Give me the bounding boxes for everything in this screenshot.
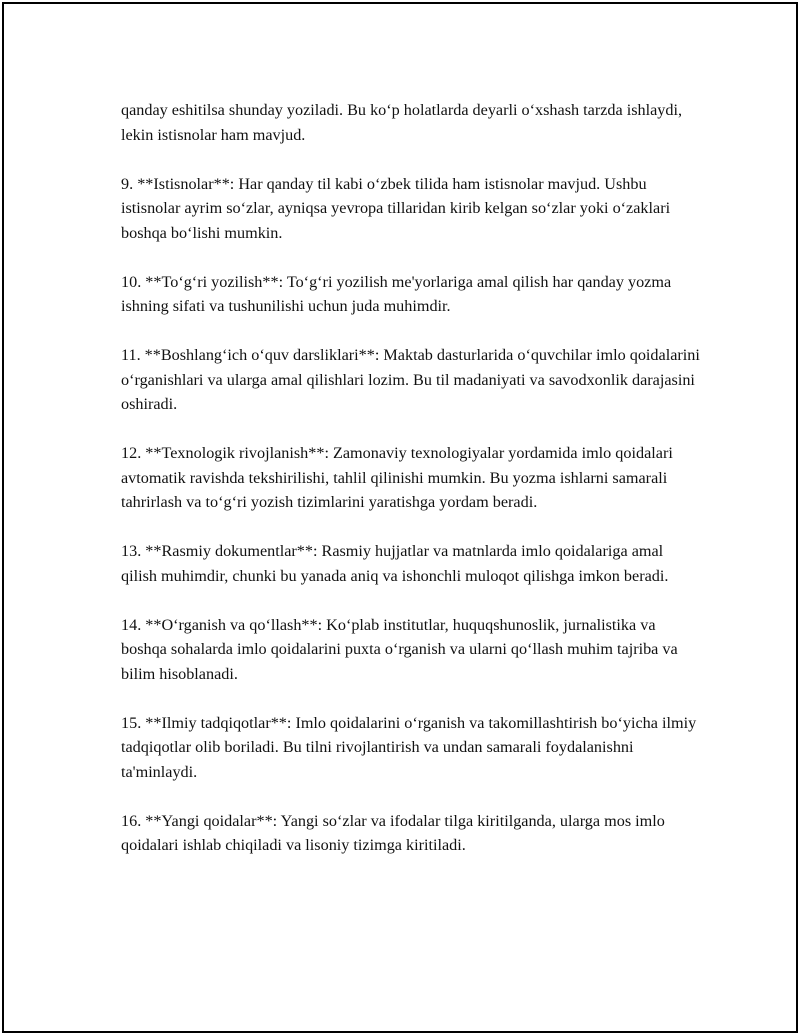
paragraph-item-16: 16. **Yangi qoidalar**: Yangi so‘zlar va ifodalar tilga kiritilganda, ularga mos imlo qoidalari ishlab chiqiladi va lisoniy tizimga kiritiladi. (121, 811, 665, 854)
paragraph-continuation: qanday eshitilsa shunday yoziladi. Bu ko‘p holatlarda deyarli o‘xshash tarzda ishlaydi, lekin istisnolar ham mavjud. (121, 101, 683, 144)
paragraph-item-12: 12. **Texnologik rivojlanish**: Zamonaviy texnologiyalar yordamida imlo qoidalari avtomatik ravishda tekshirilishi, tahlil qilinishi mumkin. Bu yozma ishlarni samarali tahrirlash va to‘g‘ri yozish tizimlarini yaratishga yordam beradi. (121, 444, 673, 511)
paragraph-item-15: 15. **Ilmiy tadqiqotlar**: Imlo qoidalarini o‘rganish va takomillashtirish bo‘yicha ilmiy tadqiqotlar olib boriladi. Bu tilni rivojlantirish va undan samarali foydalanishni ta'minlaydi. (121, 713, 697, 781)
paragraph-item-9: 9. **Istisnolar**: Har qanday til kabi o‘zbek tilida ham istisnolar mavjud. Ushbu istisnolar ayrim so‘zlar, ayniqsa yevropa tillaridan kirib kelgan so‘zlar yoki o‘zaklari boshqa bo‘lishi mumkin. (121, 174, 671, 242)
paragraph-item-14: 14. **O‘rganish va qo‘llash**: Ko‘plab institutlar, huquqshunoslik, jurnalistika va boshqa sohalarda imlo qoidalarini puxta o‘rganish va ularni qo‘llash muhim tajriba va bilim hisoblanadi. (121, 615, 678, 683)
paragraph-item-10: 10. **To‘g‘ri yozilish**: To‘g‘ri yozilish me'yorlariga amal qilish har qanday yozma ishning sifati va tushunilishi uchun juda muhimdir. (121, 272, 672, 315)
paragraph-item-11: 11. **Boshlang‘ich o‘quv darsliklari**: Maktab dasturlarida o‘quvchilar imlo qoidalarini o‘rganishlari va ularga amal qilishlari lozim. Bu til madaniyati va savodxonlik darajasini oshiradi. (121, 346, 700, 413)
page-frame (2, 2, 798, 1033)
document-body (121, 98, 701, 858)
paragraph-item-13: 13. **Rasmiy dokumentlar**: Rasmiy hujjatlar va matnlarda imlo qoidalariga amal qilish muhimdir, chunki bu yanada aniq va ishonchli muloqot qilishga imkon beradi. (121, 542, 669, 585)
